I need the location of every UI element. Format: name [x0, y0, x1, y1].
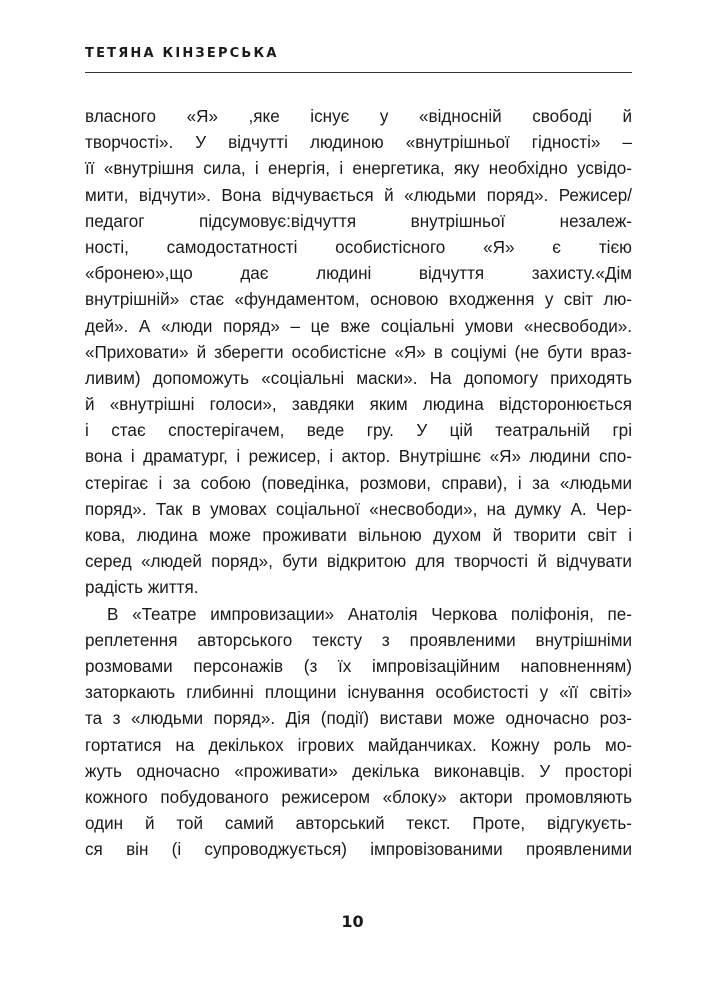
text-line: внутрішній» стає «фундаментом, основою входження у світ лю-: [85, 290, 632, 310]
text-line: реплетення авторського тексту з проявленими внутрішніми: [85, 630, 632, 650]
text-line: один й той самий авторський текст. Проте, відгукуєть-: [85, 814, 632, 834]
running-head: ТЕТЯНА КІНЗЕРСЬКА: [85, 46, 279, 61]
text-line: педагог підсумовує:відчуття внутрішньої незалеж-: [85, 211, 632, 231]
text-line: жуть одночасно «проживати» декілька виконавців. У просторі: [85, 761, 632, 781]
page-number: 10: [341, 912, 364, 931]
text-line: вона і драматург, і режисер, і актор. Внутрішнє «Я» людини спо-: [85, 447, 632, 467]
text-line: кожного побудованого режисером «блоку» актори промовляють: [85, 787, 632, 807]
text-line: й «внутрішні голоси», завдяки яким людина відсторонюється: [85, 395, 632, 415]
text-line: «бронею»,що дає людині відчуття захисту.«Дім: [85, 264, 632, 284]
header-rule: [85, 72, 632, 73]
text-line: власного «Я» ,яке існує у «відносній свободі й: [85, 107, 632, 126]
text-line: гортатися на декількох ігрових майданчиках. Кожну роль мо-: [85, 735, 632, 755]
text-line: кова, людина може проживати вільною духом й творити світ і: [85, 526, 632, 545]
text-line: творчості». У відчутті людиною «внутрішньої гідності» –: [85, 133, 632, 153]
text-line: поряд». Так в умовах соціальної «несвободи», на думку А. Чер-: [85, 499, 632, 519]
text-line: стерігає і за собою (поведінка, розмови, справи), і за «людьми: [85, 473, 632, 493]
text-line: ся він (і супроводжується) імпровізованими проявленими: [85, 840, 632, 860]
text-line: мити, відчути». Вона відчувається й «людьми поряд». Режисер/: [85, 185, 632, 205]
text-line: і стає спостерігачем, веде гру. У цій театральній грі: [85, 421, 632, 441]
body-text: [85, 104, 632, 863]
text-line: дей». А «люди поряд» – це вже соціальні умови «несвободи».: [85, 316, 632, 336]
text-line: ливим) допоможуть «соціальні маски». На допомогу приходять: [85, 368, 632, 388]
text-line: ності, самодостатності особистісного «Я» є тією: [85, 237, 632, 257]
text-line: серед «людей поряд», бути відкритою для творчості й відчувати: [85, 552, 632, 572]
text-line: її «внутрішня сила, і енергія, і енергетика, яку необхідно усвідо-: [85, 159, 632, 179]
text-line: заторкають глибинні площини існування особистості у «її світі»: [85, 683, 632, 703]
text-line: радість життя.: [85, 578, 199, 598]
text-line: розмовами персонажів (з їх імпровізаційним наповненням): [85, 656, 632, 676]
text-line: В «Театре импровизации» Анатолія Черкова поліфонія, пе-: [107, 604, 632, 624]
text-line: та з «людьми поряд». Дія (події) вистави може одночасно роз-: [85, 709, 632, 729]
text-line: «Приховати» й зберегти особистісне «Я» в соціумі (не бути враз-: [85, 342, 632, 362]
